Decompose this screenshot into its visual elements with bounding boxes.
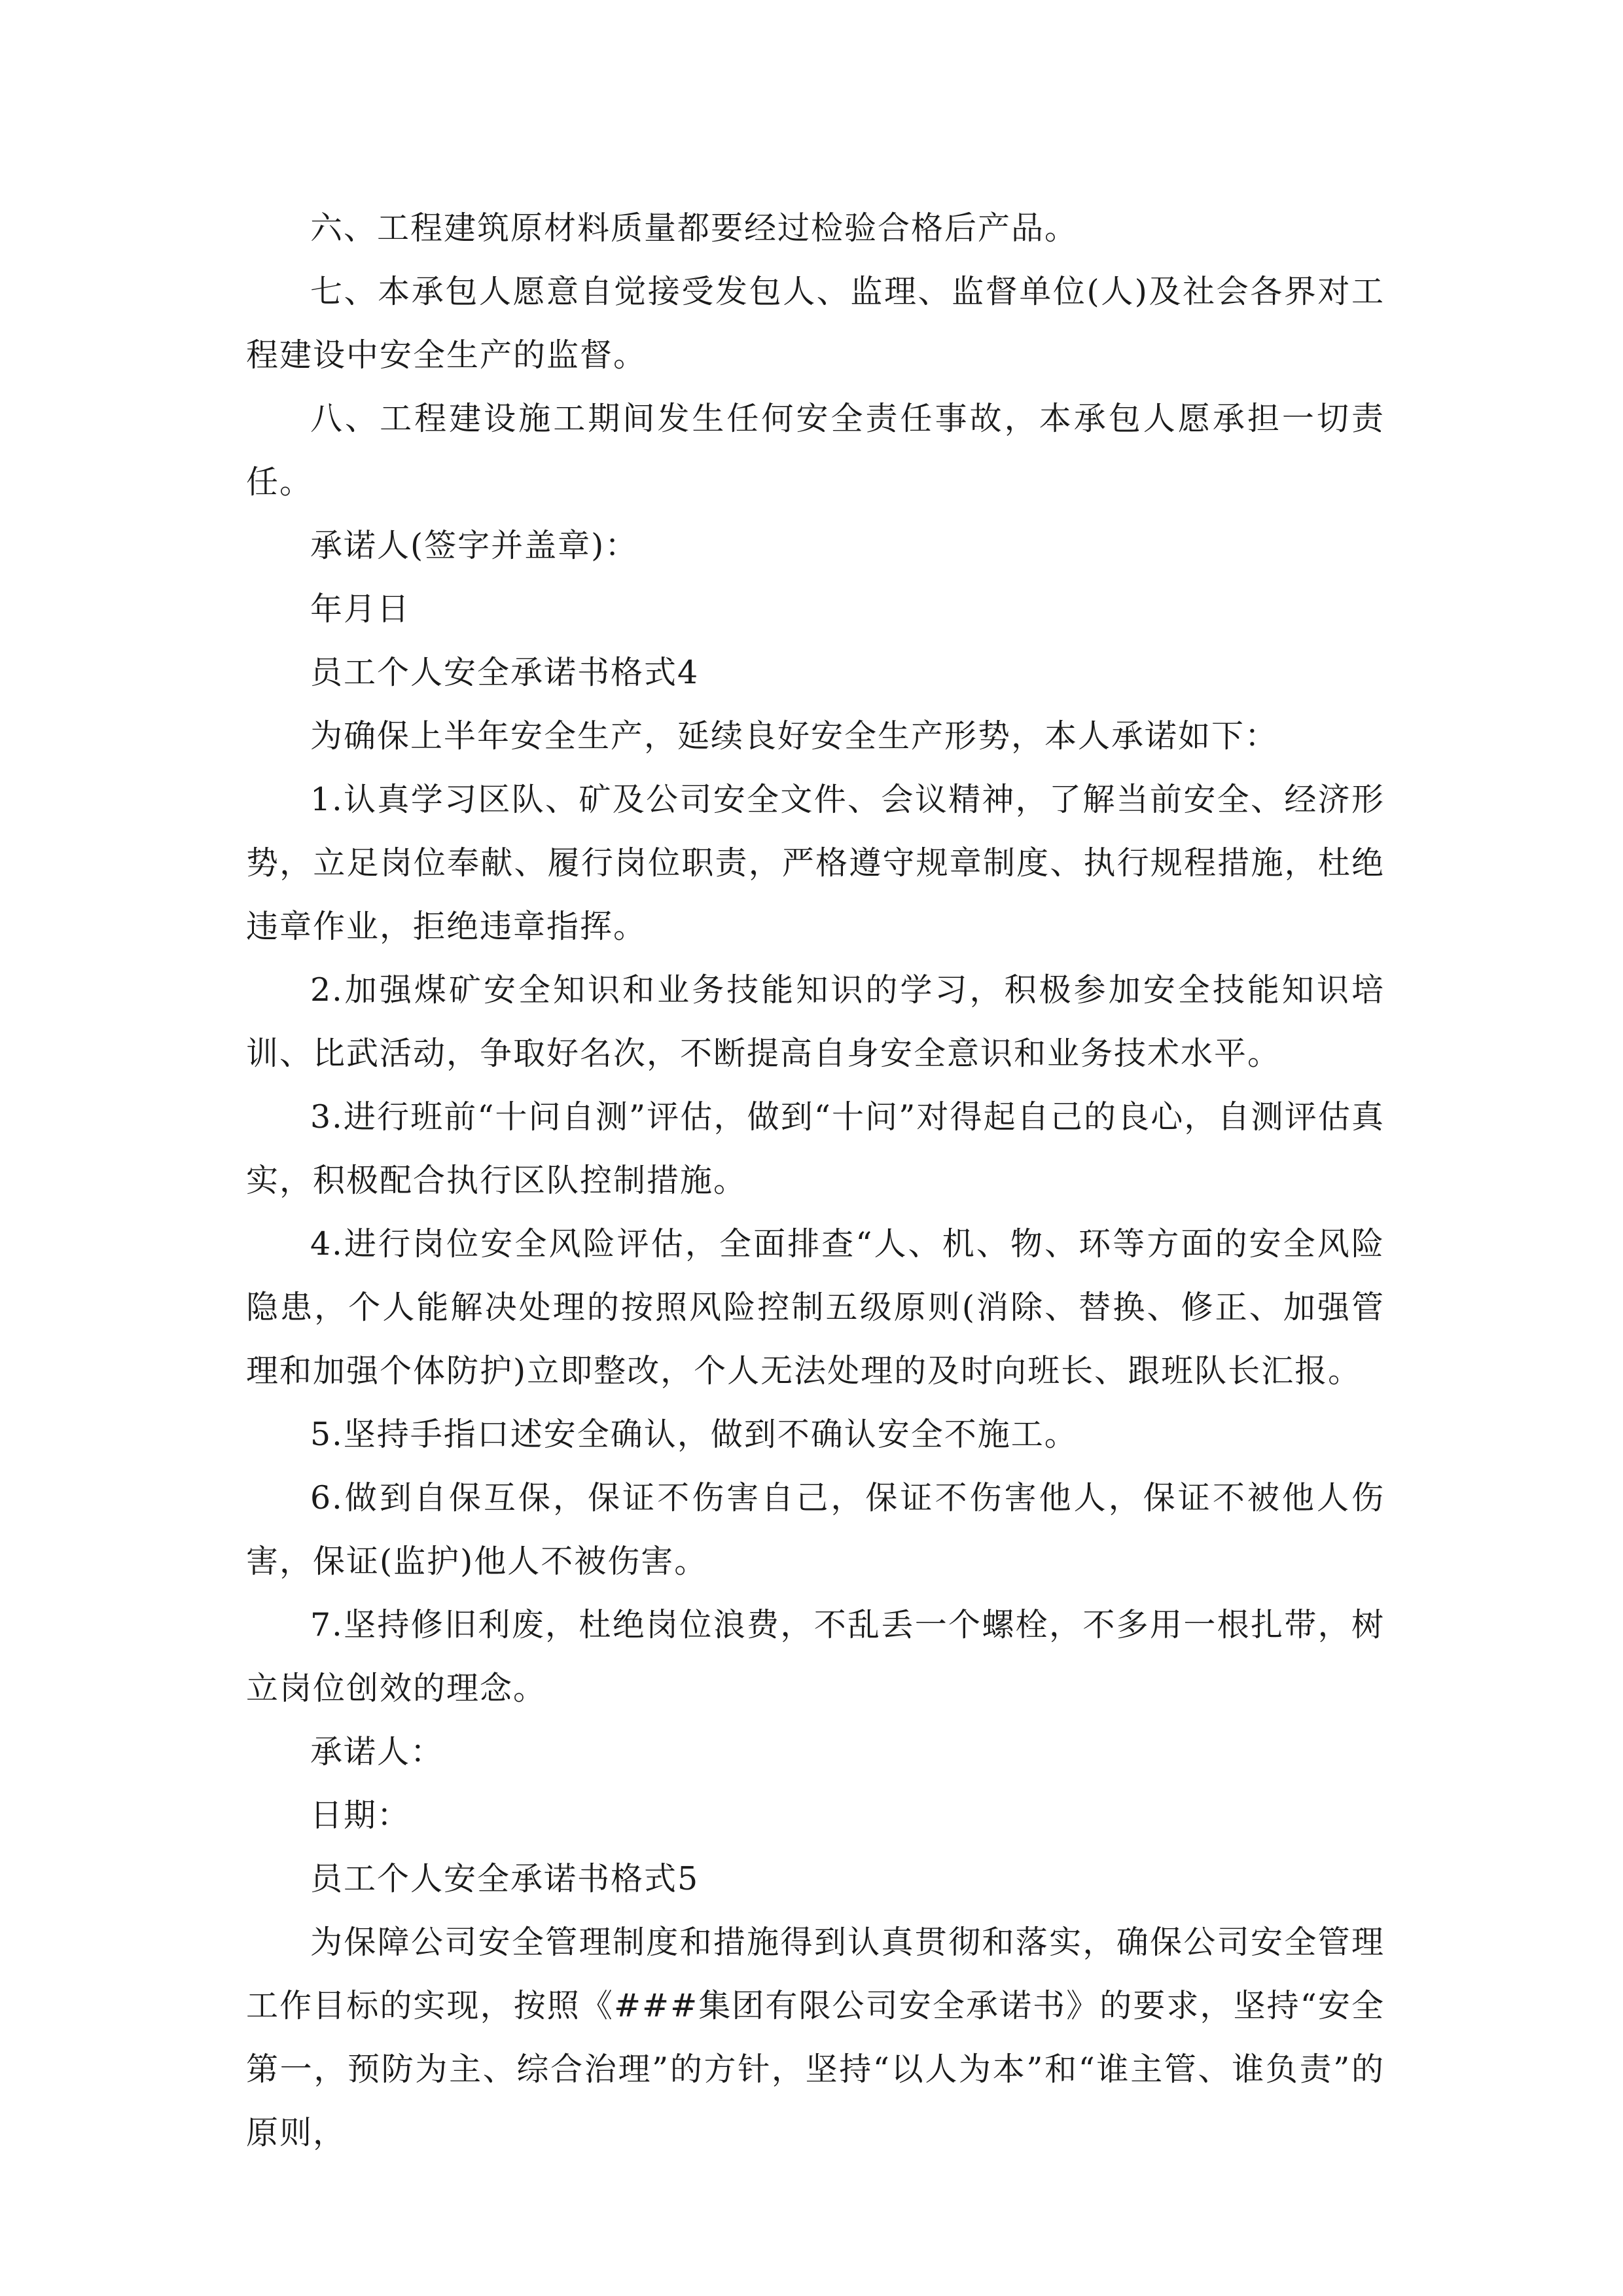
clause-8: 八、工程建设施工期间发生任何安全责任事故，本承包人愿承担一切责任。	[246, 400, 1385, 501]
commitment-item-5: 5.坚持手指口述安全确认，做到不确认安全不施工。	[310, 1416, 1078, 1453]
commitment-item-3: 3.进行班前“十问自测”评估，做到“十问”对得起自己的良心，自测评估真实，积极配合执行区队控制措施。	[246, 1098, 1385, 1199]
promiser-line: 承诺人：	[310, 1733, 444, 1770]
commitment-item-6: 6.做到自保互保，保证不伤害自己，保证不伤害他人，保证不被他人伤害，保证(监护)他人不被伤害。	[246, 1479, 1385, 1580]
intro-paragraph-4: 为确保上半年安全生产，延续良好安全生产形势，本人承诺如下：	[310, 717, 1279, 755]
commitment-item-7: 7.坚持修旧利废，杜绝岗位浪费，不乱丢一个螺栓，不多用一根扎带，树立岗位创效的理念。	[246, 1606, 1385, 1707]
section-heading-5: 员工个人安全承诺书格式5	[310, 1860, 700, 1897]
clause-6: 六、工程建筑原材料质量都要经过检验合格后产品。	[310, 209, 1079, 247]
signature-line: 承诺人(签字并盖章)：	[310, 527, 639, 564]
date-line: 年月日	[310, 590, 411, 628]
intro-paragraph-5: 为保障公司安全管理制度和措施得到认真贯彻和落实，确保公司安全管理工作目标的实现，按照《###集团有限公司安全承诺书》的要求，坚持“安全第一，预防为主、综合治理”的方针，坚持“以人为本”和“谁主管、谁负责”的原则，	[246, 1924, 1385, 2151]
date-field: 日期：	[310, 1797, 411, 1834]
commitment-item-1: 1.认真学习区队、矿及公司安全文件、会议精神，了解当前安全、经济形势，立足岗位奉献、履行岗位职责，严格遵守规章制度、执行规程措施，杜绝违章作业，拒绝违章指挥。	[246, 781, 1385, 945]
commitment-item-4: 4.进行岗位安全风险评估，全面排查“人、机、物、环等方面的安全风险隐患，个人能解决处理的按照风险控制五级原则(消除、替换、修正、加强管理和加强个体防护)立即整改，个人无法处理的及时向班长、跟班队长汇报。	[246, 1225, 1385, 1390]
clause-7: 七、本承包人愿意自觉接受发包人、监理、监督单位(人)及社会各界对工程建设中安全生产的监督。	[246, 273, 1385, 374]
document-body	[246, 196, 1385, 2164]
section-heading-4: 员工个人安全承诺书格式4	[310, 654, 700, 691]
commitment-item-2: 2.加强煤矿安全知识和业务技能知识的学习，积极参加安全技能知识培训、比武活动，争取好名次，不断提高自身安全意识和业务技术水平。	[246, 971, 1385, 1072]
